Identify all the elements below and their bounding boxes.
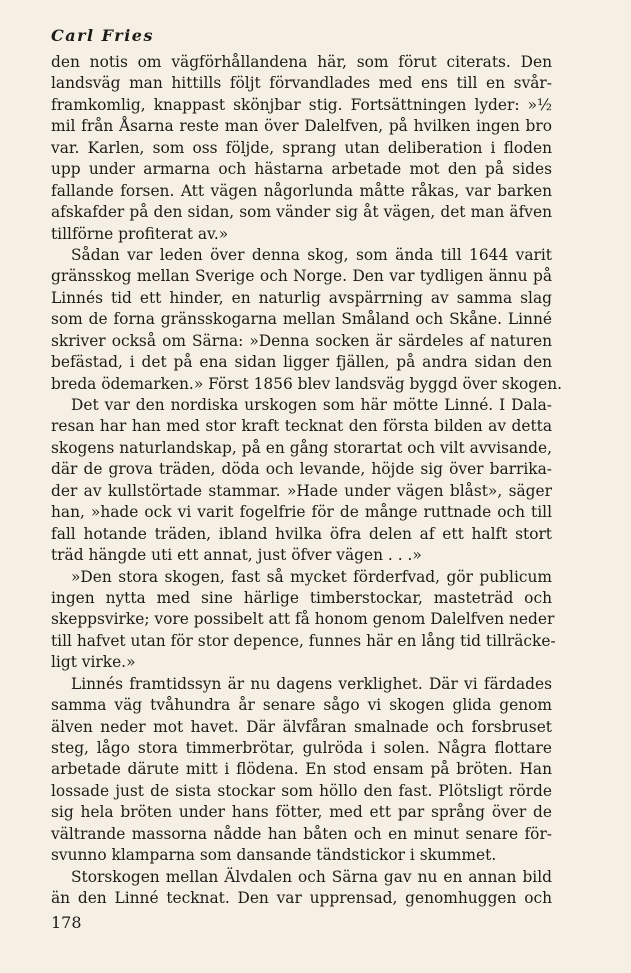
text-line: Sådan var leden över denna skog, som ända till 1644 varit	[71, 245, 552, 264]
text-line: han, »hade ock vi varit fogelfrie för de månge ruttnade och till	[51, 503, 552, 522]
text-line: breda ödemarken.» Först 1856 blev landsväg byggd över skogen.	[51, 374, 563, 393]
text-line: fall hotande träden, ibland hvilka öfra delen af ett halft stort	[51, 524, 552, 543]
text-line: fallande forsen. Att vägen någorlunda måtte råkas, var barken	[51, 181, 552, 200]
text-line: till hafvet utan för stor depence, funnes här en lång tid tillräcke-	[51, 631, 556, 650]
text-line: där de grova träden, döda och levande, höjde sig över barrika-	[51, 460, 552, 479]
text-line: Linnés tid ett hinder, en naturlig avspärrning av samma slag	[51, 288, 552, 307]
text-line: ligt virke.»	[51, 653, 136, 672]
text-line: Linnés framtidssyn är nu dagens verklighet. Där vi färdades	[71, 674, 552, 693]
text-line: arbetade därute mitt i flödena. En stod ensam på bröten. Han	[51, 760, 552, 779]
text-line: var. Karlen, som oss följde, sprang utan deliberation i floden	[51, 138, 552, 157]
text-line: som de forna gränsskogarna mellan Småland och Skåne. Linné	[51, 310, 552, 329]
text-line: der av kullstörtade stammar. »Hade under vägen blåst», säger	[51, 481, 552, 500]
text-line: ingen nytta med sine härlige timberstockar, masteträd och	[51, 588, 552, 607]
text-line: älven neder mot havet. Där älvfåran smalnade och forsbruset	[51, 717, 552, 736]
text-line: Storskogen mellan Älvdalen och Särna gav nu en annan bild	[71, 867, 552, 886]
text-line: afskafder på den sidan, som vänder sig åt vägen, det man äfven	[51, 203, 552, 222]
text-line: vältrande massorna nådde han båten och en minut senare för-	[51, 824, 552, 843]
text-line: befästad, i det på ena sidan ligger fjällen, på andra sidan den	[51, 353, 552, 372]
text-line: mil från Åsarna reste man över Dalelfven, på hvilken ingen bro	[51, 117, 552, 136]
text-line: den notis om vägförhållandena här, som förut citerats. Den	[51, 53, 552, 71]
text-line: skogens naturlandskap, på en gång storartat och vilt avvisande,	[51, 438, 552, 457]
text-line: svunno klamparna som dansande tändstickor i skummet.	[51, 846, 497, 865]
text-line: resan har han med stor kraft tecknat den första bilden av detta	[51, 417, 552, 436]
body-text	[51, 52, 563, 910]
text-line: lossade just de sista stockar som höllo den fast. Plötsligt rörde	[51, 781, 552, 800]
text-line: tillförne profiterat av.»	[51, 224, 229, 243]
text-line: skeppsvirke; vore possibelt att få honom genom Dalelfven neder	[51, 610, 555, 629]
text-line: samma väg tvåhundra år senare sågo vi skogen glida genom	[51, 696, 552, 715]
text-line: Det var den nordiska urskogen som här mötte Linné. I Dala-	[71, 396, 552, 414]
text-line: framkomlig, knappast skönjbar stig. Fortsättningen lyder: »½	[51, 95, 552, 114]
text-line: steg, lågo stora timmerbrötar, gulröda i solen. Några flottare	[51, 739, 552, 757]
text-line: »Den stora skogen, fast så mycket förderfvad, gör publicum	[71, 567, 552, 586]
text-line: än den Linné tecknat. Den var upprensad, genomhuggen och	[51, 889, 552, 908]
text-line: upp under armarna och hästarna arbetade mot den på sides	[51, 160, 552, 179]
text-line: sig hela bröten under hans fötter, med ett par språng över de	[51, 803, 552, 822]
text-line: landsväg man hittills följt förvandlades med ens till en svår-	[51, 74, 552, 93]
text-line: skriver också om Särna: »Denna socken är särdeles af naturen	[51, 331, 552, 350]
running-head: Carl Fries	[51, 26, 154, 45]
page-number: 178	[51, 913, 82, 932]
text-line: gränsskog mellan Sverige och Norge. Den var tydligen ännu på	[51, 267, 552, 286]
text-line: träd hängde uti ett annat, just öfver vägen . . .»	[51, 546, 422, 565]
